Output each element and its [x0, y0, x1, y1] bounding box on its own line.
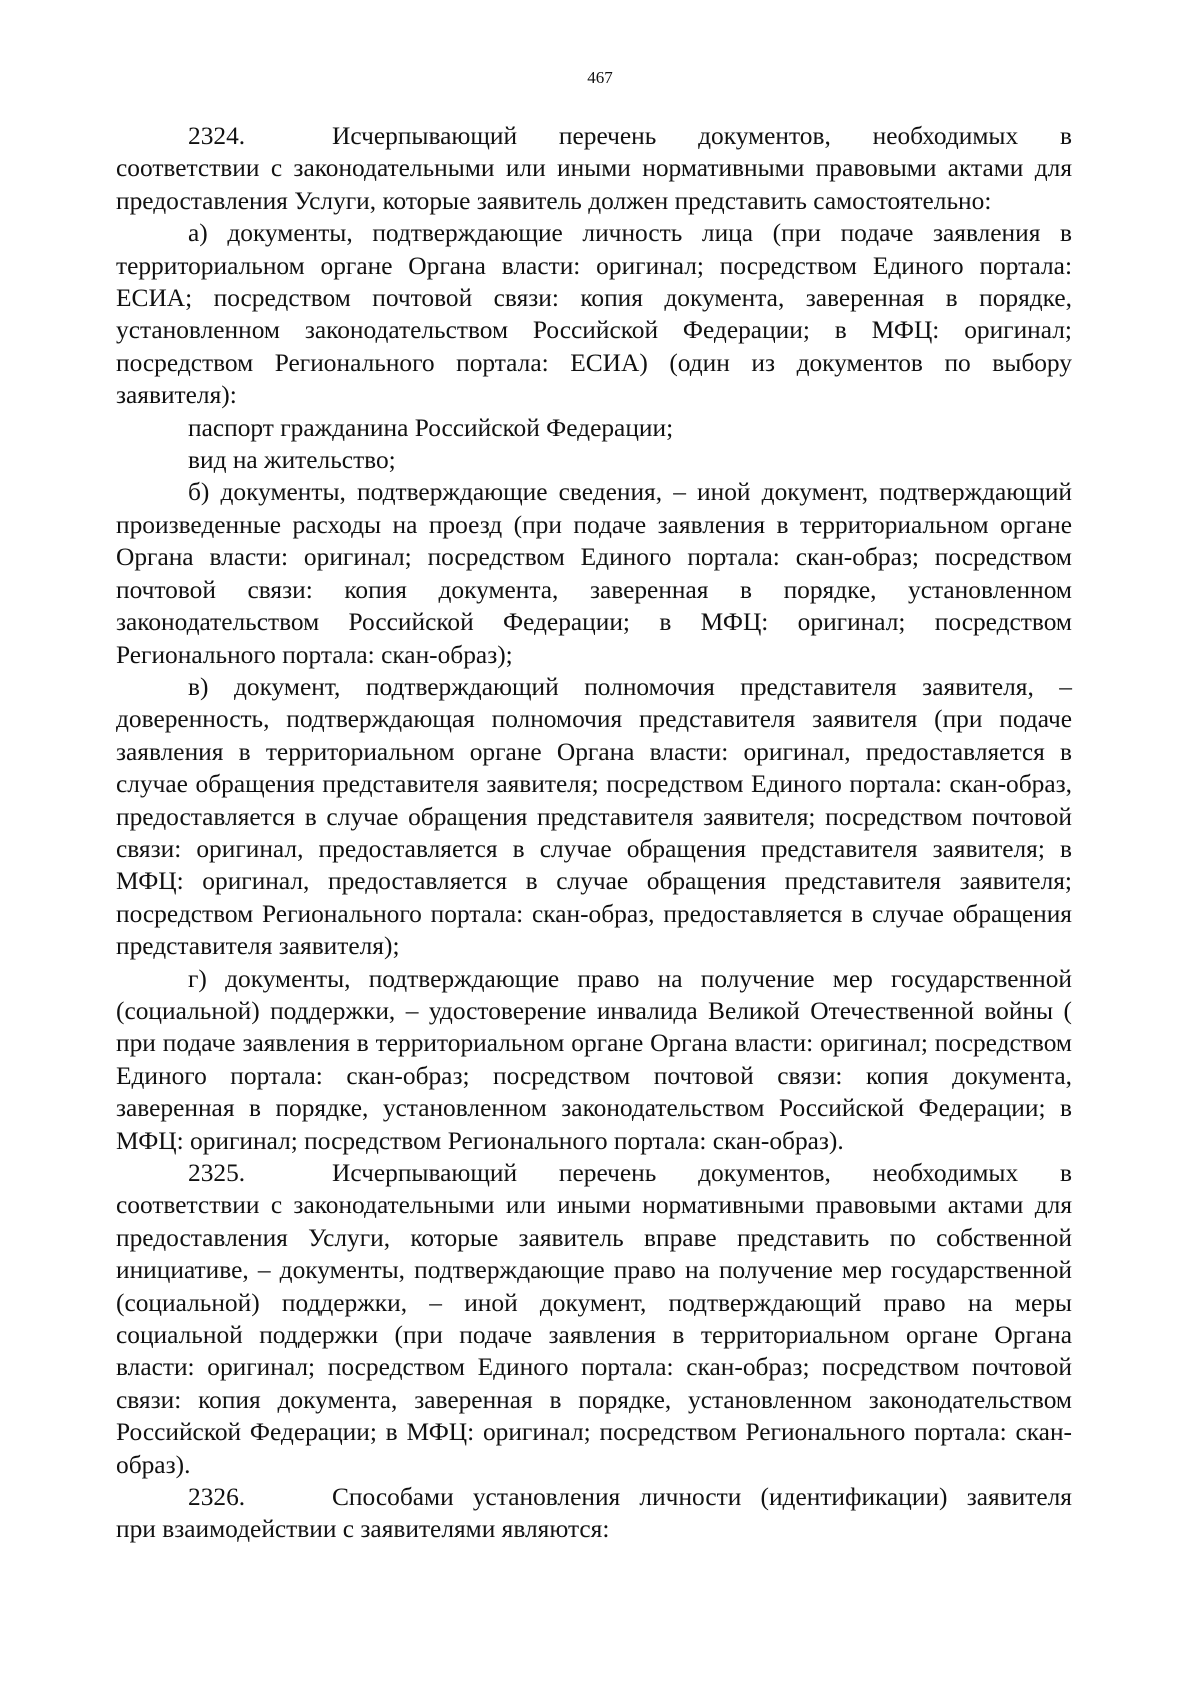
- item-passport: паспорт гражданина Российской Федерации;: [188, 413, 674, 442]
- word: перечень: [558, 122, 657, 150]
- item-g: г) документы, подтверждающие право на получение мер государственной (социальной) поддержки, – удостоверение инвалида Великой Отечественной войны ( при подаче заявления в территориальном органе Органа власти: оригинал; посредством Единого портала: скан-образ; посредством почтовой связи: копия документа, заверенная в порядке, установленном законодательством Российской Федерации; в МФЦ: оригинал; посредством Регионального портала: скан-образ).: [116, 964, 1072, 1155]
- paragraph-2325-heading: [116, 1157, 1072, 1189]
- word: Способами: [332, 1483, 454, 1512]
- word: Исчерпывающий: [332, 1159, 518, 1187]
- word: личности: [639, 1483, 742, 1512]
- word: (идентификации): [760, 1483, 948, 1512]
- word: в: [1059, 1159, 1072, 1187]
- paragraph-number: 2324.: [188, 122, 246, 150]
- word: необходимых: [872, 1159, 1019, 1187]
- paragraph-first-line: [332, 1481, 1072, 1513]
- word: документов,: [698, 122, 831, 150]
- paragraph-first-line: [332, 120, 1072, 152]
- item-residence-permit: вид на жительство;: [188, 446, 396, 475]
- paragraph-2325-text: соответствии с законодательными или иными нормативными правовыми актами для предоставления Услуги, которые заявитель вправе представить по собственной инициативе, – документы, подтверждающие право на получение мер государственной (социальной) поддержки, – иной документ, подтверждающий право на меры социальной поддержки (при подаче заявления в территориальном органе Органа власти: оригинал; посредством Единого портала: скан-образ; посредством почтовой связи: копия документа, заверенная в порядке, установленном законодательством Российской Федерации; в МФЦ: оригинал; посредством Регионального портала: скан-образ).: [116, 1191, 1072, 1479]
- word: перечень: [558, 1159, 657, 1187]
- word: документов,: [698, 1159, 831, 1187]
- item-b: б) документы, подтверждающие сведения, – иной документ, подтверждающий произведенные расходы на проезд (при подаче заявления в территориальном органе Органа власти: оригинал; посредством Единого портала: скан-образ; посредством почтовой связи: копия документа, заверенная в порядке, установленном законодательством Российской Федерации; в МФЦ: оригинал; посредством Регионального портала: скан-образ);: [116, 478, 1072, 669]
- paragraph-2326-heading: [116, 1481, 1072, 1513]
- document-body: [116, 120, 1072, 1546]
- paragraph-2324-heading: [116, 120, 1072, 152]
- paragraph-number: 2326.: [188, 1483, 246, 1512]
- paragraph-2326-text: при взаимодействии с заявителями являются:: [116, 1515, 610, 1544]
- item-a: а) документы, подтверждающие личность лица (при подаче заявления в территориальном органе Органа власти: оригинал; посредством Единого портала: ЕСИА; посредством почтовой связи: копия документа, заверенная в порядке, установленном законодательством Российской Федерации; в МФЦ: оригинал; посредством Регионального портала: ЕСИА) (один из документов по выбору заявителя):: [116, 219, 1072, 410]
- word: заявителя: [966, 1483, 1072, 1512]
- paragraph-2324-text: соответствии с законодательными или иными нормативными правовыми актами для предоставления Услуги, которые заявитель должен представить самостоятельно:: [116, 154, 1072, 215]
- word: необходимых: [872, 122, 1019, 150]
- paragraph-first-line: [332, 1157, 1072, 1189]
- paragraph-number: 2325.: [188, 1159, 246, 1187]
- word: установления: [472, 1483, 621, 1512]
- word: Исчерпывающий: [332, 122, 518, 150]
- item-v: в) документ, подтверждающий полномочия представителя заявителя, – доверенность, подтверждающая полномочия представителя заявителя (при подаче заявления в территориальном органе Органа власти: оригинал, предоставляется в случае обращения представителя заявителя; посредством Единого портала: скан-образ, предоставляется в случае обращения представителя заявителя; посредством почтовой связи: оригинал, предоставляется в случае обращения представителя заявителя; в МФЦ: оригинал, предоставляется в случае обращения представителя заявителя; посредством Регионального портала: скан-образ, предоставляется в случае обращения представителя заявителя);: [116, 672, 1072, 961]
- page-number: 467: [587, 68, 613, 87]
- word: в: [1059, 122, 1072, 150]
